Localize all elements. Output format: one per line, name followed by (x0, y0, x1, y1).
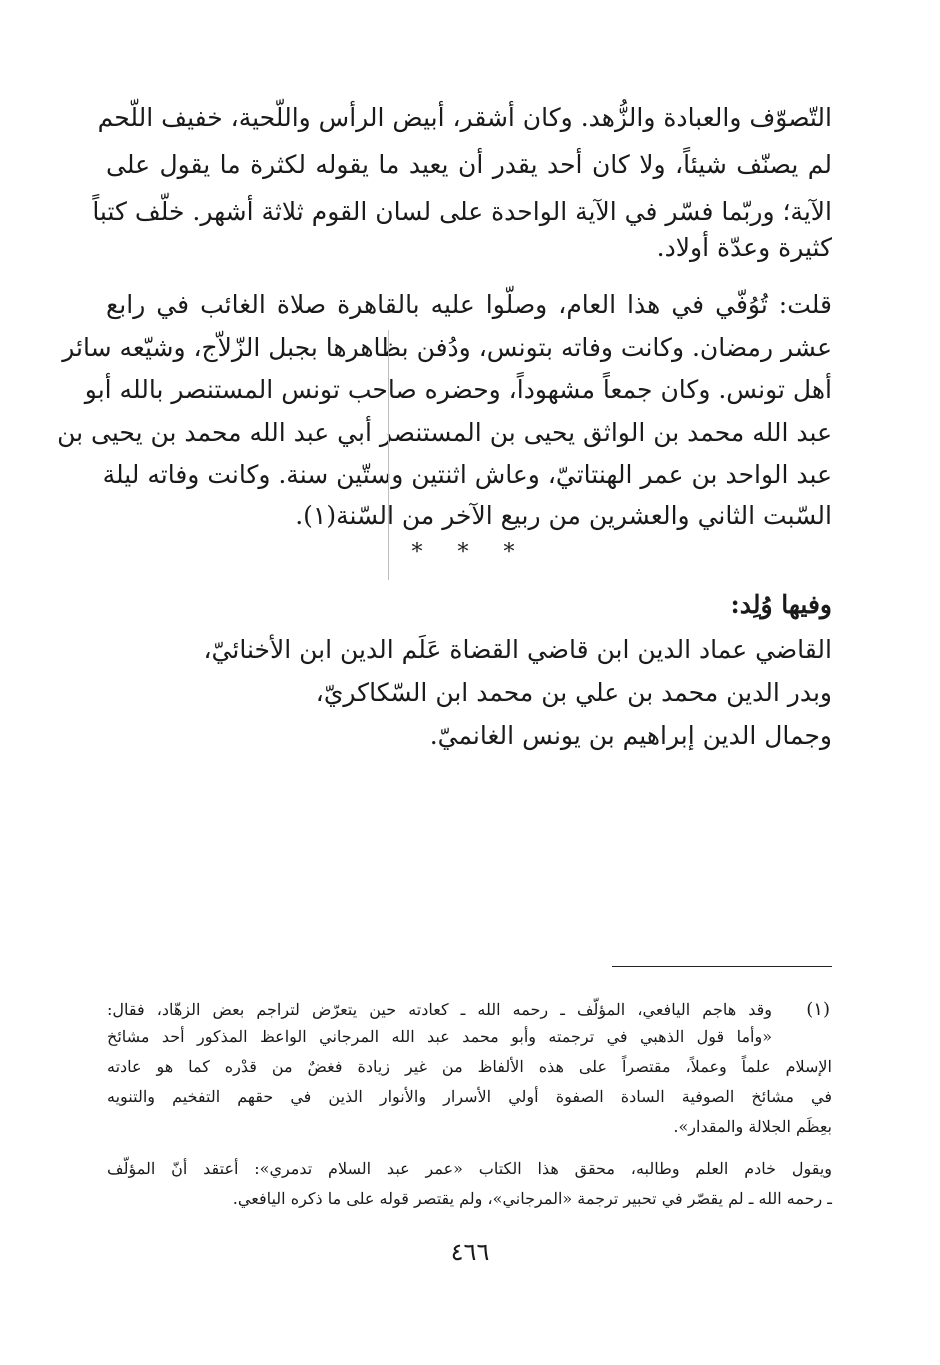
footnote-rule (612, 966, 832, 967)
footnote-line-5: بعِظَم الجلالة والمقدار». (673, 1117, 832, 1136)
paragraph2-line-6: السّبت الثاني والعشرين من ربيع الآخر من السّنة(١). (295, 501, 832, 530)
paragraph2-line-3: أهل تونس. وكان جمعاً مشهوداً، وحضره صاحب تونس المستنصر بالله أبو (84, 375, 832, 404)
born-item-1: القاضي عماد الدين ابن قاضي القضاة عَلَم الدين ابن الأخنائيّ، (203, 635, 832, 664)
paragraph2-line-1: قلت: تُوُفّي في هذا العام، وصلّوا عليه بالقاهرة صلاة الغائب في رابع (106, 290, 832, 319)
paragraph2-line-2: عشر رمضان. وكانت وفاته بتونس، ودُفن بظاهرها بجبل الزّلاّج، وشيّعه سائر (62, 333, 832, 362)
footnote-line-2: «وأما قول الذهبي في ترجمته وأبو محمد عبد الله المرجاني الواعظ المذكور أحد مشائخ (107, 1027, 772, 1046)
footnote-line-6: ويقول خادم العلم وطالبه، محقق هذا الكتاب «عمر عبد السلام تدمري»: أعتقد أنّ المؤلّف (107, 1159, 832, 1178)
section-separator: * * * (411, 540, 529, 565)
paragraph2-line-5: عبد الواحد بن عمر الهنتاتيّ، وعاش اثنتين وستّين سنة. وكانت وفاته ليلة (102, 460, 832, 489)
page-number: ٤٦٦ (450, 1238, 490, 1266)
footnote-line-4: في مشائخ الصوفية السادة الصفوة أولي الأسرار والأنوار الذين في حقهم التفخيم والتنويه (107, 1087, 832, 1106)
paragraph1-line-4: كثيرة وعدّة أولاد. (656, 233, 832, 262)
born-item-3: وجمال الدين إبراهيم بن يونس الغانميّ. (429, 721, 832, 750)
paragraph1-line-2: لم يصنّف شيئاً، ولا كان أحد يقدر أن يعيد ما يقوله لكثرة ما يقول على (106, 150, 832, 179)
footnote-line-1: وقد هاجم اليافعي، المؤلّف ـ رحمه الله ـ كعادته حين يتعرّض لتراجم بعض الزهّاد، فقال: (107, 1000, 772, 1019)
born-heading: وفيها وُلِد: (730, 590, 832, 619)
paragraph1-line-3: الآية؛ وربّما فسّر في الآية الواحدة على لسان القوم ثلاثة أشهر. خلّف كتباً (92, 197, 832, 226)
footnote-line-3: الإسلام علماً وعملاً، مقتصراً على هذه الألفاظ من غير زيادة فغضٌ من قدْره كما هو عادته (107, 1057, 833, 1076)
footnote-marker: (١) (806, 999, 830, 1020)
paragraph2-line-4: عبد الله محمد بن الواثق يحيى بن المستنصر أبي عبد الله محمد بن يحيى بن (57, 418, 832, 447)
footnote-line-7: ـ رحمه الله ـ لم يقصّر في تحبير ترجمة «المرجاني»، ولم يقتصر قوله على ما ذكره اليافعي. (232, 1189, 832, 1208)
born-item-2: وبدر الدين محمد بن علي بن محمد ابن السّكاكريّ، (315, 678, 832, 707)
paragraph1-line-1: التّصوّف والعبادة والزُّهد. وكان أشقر، أبيض الرأس واللّحية، خفيف اللّحم (97, 103, 832, 132)
